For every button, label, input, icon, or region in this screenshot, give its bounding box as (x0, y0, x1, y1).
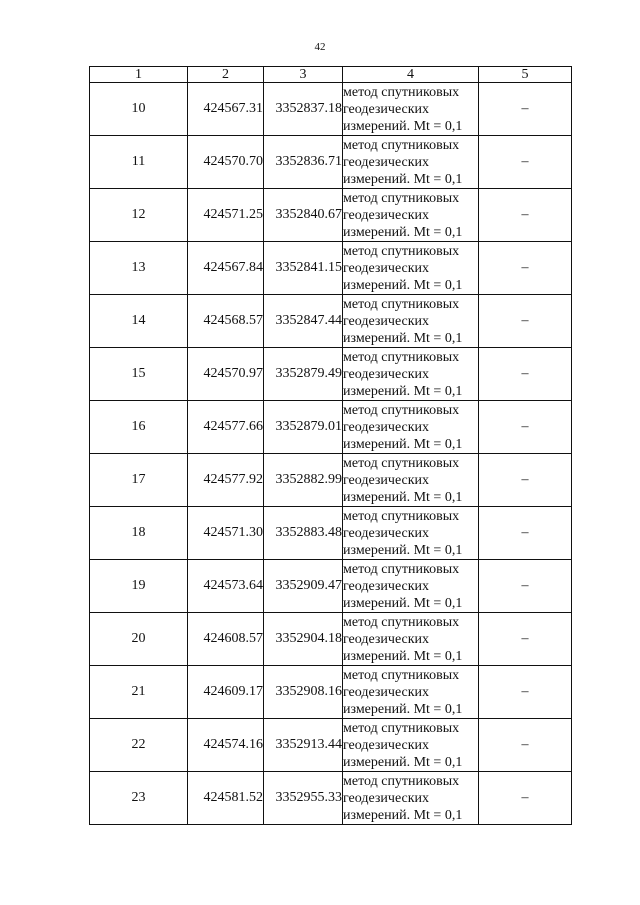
table-row (90, 666, 572, 719)
column-5-cell: – (479, 772, 572, 825)
method-cell (343, 719, 479, 772)
method-line: метод спутниковых (343, 614, 460, 630)
x-coordinate-cell: 424567.31 (188, 83, 264, 136)
method-line: измерений. Mt = 0,1 (343, 807, 463, 823)
point-number-cell: 15 (90, 348, 188, 401)
page-number: 42 (314, 41, 326, 53)
column-5-cell: – (479, 189, 572, 242)
column-5-cell: – (479, 83, 572, 136)
method-line: геодезических (343, 790, 430, 806)
table-row (90, 189, 572, 242)
x-coordinate-cell: 424573.64 (188, 560, 264, 613)
point-number-cell: 23 (90, 772, 188, 825)
method-line: метод спутниковых (343, 137, 460, 153)
method-line: метод спутниковых (343, 561, 460, 577)
method-cell (343, 772, 479, 825)
method-line: геодезических (343, 419, 430, 435)
y-coordinate-cell: 3352879.01 (264, 401, 343, 454)
table-row (90, 242, 572, 295)
point-number-cell: 16 (90, 401, 188, 454)
table-row (90, 348, 572, 401)
method-line: измерений. Mt = 0,1 (343, 383, 463, 399)
column-5-cell: – (479, 560, 572, 613)
x-coordinate-cell: 424608.57 (188, 613, 264, 666)
method-line: геодезических (343, 260, 430, 276)
method-line: измерений. Mt = 0,1 (343, 436, 463, 452)
y-coordinate-cell: 3352879.49 (264, 348, 343, 401)
column-5-cell: – (479, 454, 572, 507)
point-number-cell: 19 (90, 560, 188, 613)
y-coordinate-cell: 3352908.16 (264, 666, 343, 719)
method-line: измерений. Mt = 0,1 (343, 754, 463, 770)
method-line: геодезических (343, 472, 430, 488)
method-cell (343, 401, 479, 454)
x-coordinate-cell: 424581.52 (188, 772, 264, 825)
method-line: геодезических (343, 684, 430, 700)
y-coordinate-cell: 3352882.99 (264, 454, 343, 507)
table-row (90, 560, 572, 613)
coordinates-table (89, 66, 572, 825)
x-coordinate-cell: 424609.17 (188, 666, 264, 719)
method-line: геодезических (343, 737, 430, 753)
point-number-cell: 14 (90, 295, 188, 348)
point-number-cell: 17 (90, 454, 188, 507)
method-line: метод спутниковых (343, 84, 460, 100)
header-cell-3: 3 (264, 67, 343, 83)
table-row (90, 83, 572, 136)
column-5-cell: – (479, 719, 572, 772)
method-line: измерений. Mt = 0,1 (343, 277, 463, 293)
table-header-row (90, 67, 572, 83)
method-line: измерений. Mt = 0,1 (343, 648, 463, 664)
method-line: геодезических (343, 366, 430, 382)
method-line: измерений. Mt = 0,1 (343, 224, 463, 240)
header-cell-5: 5 (479, 67, 572, 83)
point-number-cell: 22 (90, 719, 188, 772)
method-line: измерений. Mt = 0,1 (343, 595, 463, 611)
point-number-cell: 10 (90, 83, 188, 136)
method-cell (343, 136, 479, 189)
method-line: измерений. Mt = 0,1 (343, 489, 463, 505)
x-coordinate-cell: 424567.84 (188, 242, 264, 295)
column-5-cell: – (479, 666, 572, 719)
y-coordinate-cell: 3352904.18 (264, 613, 343, 666)
method-cell (343, 242, 479, 295)
x-coordinate-cell: 424568.57 (188, 295, 264, 348)
y-coordinate-cell: 3352847.44 (264, 295, 343, 348)
y-coordinate-cell: 3352837.18 (264, 83, 343, 136)
table-row (90, 613, 572, 666)
header-cell-4: 4 (343, 67, 479, 83)
table-row (90, 401, 572, 454)
table-row (90, 136, 572, 189)
method-line: геодезических (343, 101, 430, 117)
column-5-cell: – (479, 613, 572, 666)
column-5-cell: – (479, 507, 572, 560)
method-cell (343, 83, 479, 136)
method-line: измерений. Mt = 0,1 (343, 701, 463, 717)
method-cell (343, 189, 479, 242)
method-line: геодезических (343, 207, 430, 223)
point-number-cell: 12 (90, 189, 188, 242)
method-line: метод спутниковых (343, 773, 460, 789)
header-cell-1: 1 (90, 67, 188, 83)
point-number-cell: 21 (90, 666, 188, 719)
method-line: измерений. Mt = 0,1 (343, 330, 463, 346)
method-line: измерений. Mt = 0,1 (343, 118, 463, 134)
method-line: метод спутниковых (343, 455, 460, 471)
method-line: метод спутниковых (343, 720, 460, 736)
column-5-cell: – (479, 401, 572, 454)
method-cell (343, 295, 479, 348)
method-line: метод спутниковых (343, 402, 460, 418)
method-line: геодезических (343, 313, 430, 329)
point-number-cell: 20 (90, 613, 188, 666)
y-coordinate-cell: 3352909.47 (264, 560, 343, 613)
x-coordinate-cell: 424571.25 (188, 189, 264, 242)
method-line: геодезических (343, 525, 430, 541)
y-coordinate-cell: 3352913.44 (264, 719, 343, 772)
x-coordinate-cell: 424577.92 (188, 454, 264, 507)
method-line: метод спутниковых (343, 349, 460, 365)
method-line: метод спутниковых (343, 243, 460, 259)
x-coordinate-cell: 424570.70 (188, 136, 264, 189)
x-coordinate-cell: 424574.16 (188, 719, 264, 772)
method-cell (343, 348, 479, 401)
table-row (90, 507, 572, 560)
method-line: измерений. Mt = 0,1 (343, 171, 463, 187)
x-coordinate-cell: 424577.66 (188, 401, 264, 454)
method-cell (343, 507, 479, 560)
method-line: метод спутниковых (343, 296, 460, 312)
y-coordinate-cell: 3352836.71 (264, 136, 343, 189)
point-number-cell: 13 (90, 242, 188, 295)
y-coordinate-cell: 3352841.15 (264, 242, 343, 295)
x-coordinate-cell: 424570.97 (188, 348, 264, 401)
method-cell (343, 454, 479, 507)
method-line: геодезических (343, 154, 430, 170)
table-row (90, 719, 572, 772)
column-5-cell: – (479, 295, 572, 348)
y-coordinate-cell: 3352955.33 (264, 772, 343, 825)
method-cell (343, 613, 479, 666)
table-row (90, 772, 572, 825)
method-line: измерений. Mt = 0,1 (343, 542, 463, 558)
y-coordinate-cell: 3352883.48 (264, 507, 343, 560)
y-coordinate-cell: 3352840.67 (264, 189, 343, 242)
column-5-cell: – (479, 348, 572, 401)
table-row (90, 295, 572, 348)
header-cell-2: 2 (188, 67, 264, 83)
column-5-cell: – (479, 242, 572, 295)
method-cell (343, 560, 479, 613)
method-line: метод спутниковых (343, 667, 460, 683)
table-body (90, 67, 572, 825)
point-number-cell: 11 (90, 136, 188, 189)
method-line: метод спутниковых (343, 190, 460, 206)
method-line: метод спутниковых (343, 508, 460, 524)
method-line: геодезических (343, 631, 430, 647)
method-line: геодезических (343, 578, 430, 594)
table-row (90, 454, 572, 507)
column-5-cell: – (479, 136, 572, 189)
method-cell (343, 666, 479, 719)
point-number-cell: 18 (90, 507, 188, 560)
x-coordinate-cell: 424571.30 (188, 507, 264, 560)
